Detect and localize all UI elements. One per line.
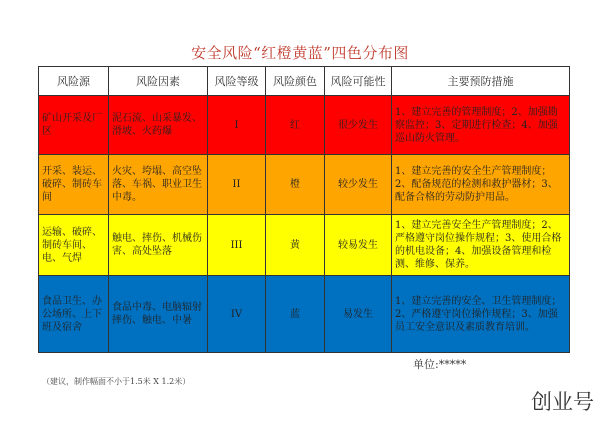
cell-level: II <box>208 155 266 215</box>
header-risk-factors: 风险因素 <box>109 67 208 96</box>
cell-source: 开采、装运、破碎、制砖车间 <box>39 155 109 215</box>
header-risk-source: 风险源 <box>39 67 109 96</box>
header-prevention-measures: 主要预防措施 <box>392 67 570 96</box>
cell-measures: 1、建立完善安全生产管理制度；2、严格遵守岗位操作规程；3、使用合格的机电设备；4、加强设备管理和检测、维修、保养。 <box>392 215 570 276</box>
cell-factors: 食品中毒、电脑辐射摔伤、触电、中暑 <box>109 276 208 353</box>
cell-factors: 火灾、垮塌、高空坠落、车祸、职业卫生中毒。 <box>109 155 208 215</box>
watermark: 创业号 <box>531 390 594 414</box>
cell-color-name: 黄 <box>266 215 325 276</box>
cell-factors: 触电、摔伤、机械伤害、高处坠落 <box>109 215 208 276</box>
cell-level: III <box>208 215 266 276</box>
cell-measures: 1、建立完善的管理制度；2、加强勘察监控；3、定期进行检查；4、加强巡山防火管理。 <box>392 96 570 155</box>
table-row <box>39 96 570 155</box>
header-risk-likelihood: 风险可能性 <box>325 67 392 96</box>
page-title: 安全风险“红橙黄蓝”四色分布图 <box>191 44 409 62</box>
cell-measures: 1、建立完善的安全生产管理制度；2、配备规范的检测和救护器材；3、配备合格的劳动防护用品。 <box>392 155 570 215</box>
cell-color-name: 蓝 <box>266 276 325 353</box>
header-risk-level: 风险等级 <box>208 67 266 96</box>
cell-level: IV <box>208 276 266 353</box>
cell-likelihood: 很少发生 <box>325 96 392 155</box>
table-row <box>39 276 570 353</box>
cell-likelihood: 易发生 <box>325 276 392 353</box>
cell-factors: 泥石流、山采暴发、滑坡、火药爆 <box>109 96 208 155</box>
header-risk-color: 风险颜色 <box>266 67 325 96</box>
cell-likelihood: 较少发生 <box>325 155 392 215</box>
unit-label: 单位:***** <box>413 358 467 371</box>
cell-level: I <box>208 96 266 155</box>
cell-source: 矿山开采及厂区 <box>39 96 109 155</box>
risk-table <box>38 66 570 353</box>
table-row <box>39 155 570 215</box>
cell-source: 食品卫生、办公场所、上下班及宿舍 <box>39 276 109 353</box>
cell-source: 运输、破碎、制砖车间、电、气焊 <box>39 215 109 276</box>
cell-likelihood: 较易发生 <box>325 215 392 276</box>
cell-color-name: 橙 <box>266 155 325 215</box>
table-row <box>39 215 570 276</box>
table-header-row <box>39 67 570 96</box>
size-note: （建议，制作幅面不小于1.5米 X 1.2米） <box>42 377 191 386</box>
cell-measures: 1、建立完善的安全、卫生管理制度；2、严格遵守岗位操作规程；3、加强员工安全意识及素质教育培训。 <box>392 276 570 353</box>
cell-color-name: 红 <box>266 96 325 155</box>
